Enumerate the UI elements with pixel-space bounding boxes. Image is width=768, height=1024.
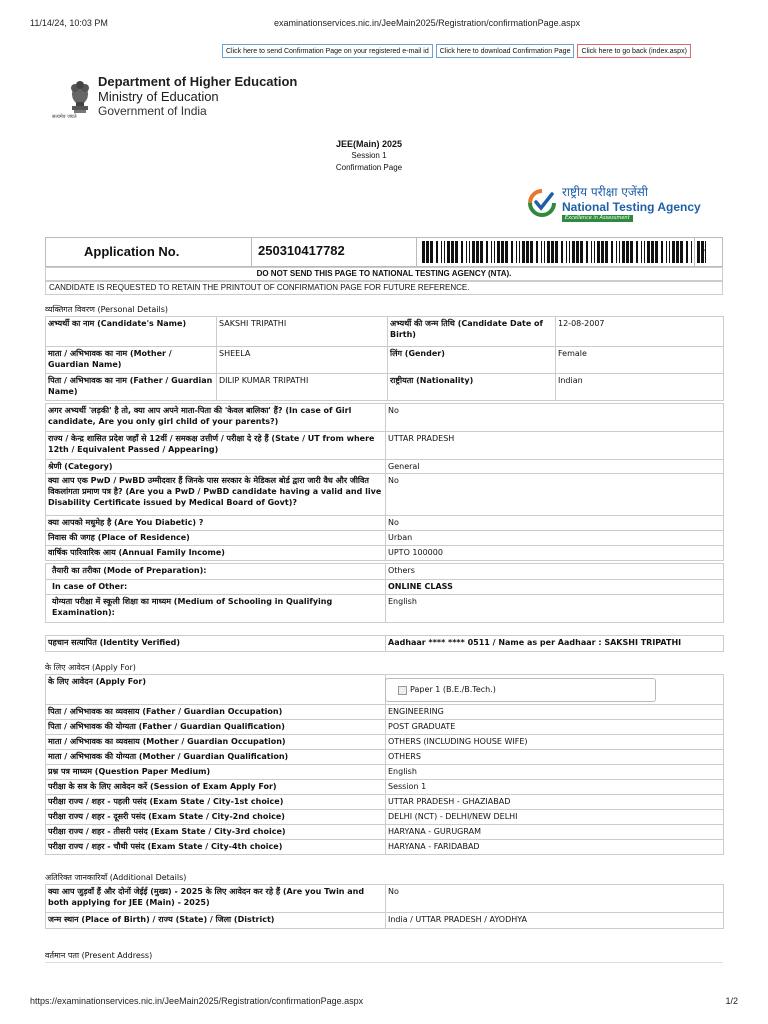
nta-logo-block [528,183,728,223]
barcode-bar [576,241,579,263]
barcode-bar [597,241,600,263]
apply-details-table [45,704,724,855]
barcode-bar [644,241,645,263]
apply-detail-label: परीक्षा राज्य / शहर - दूसरी पसंद (Exam State / City-2nd choice) [46,810,386,825]
table-row [46,795,724,810]
barcode-bar [636,241,638,263]
residence-value: Urban [386,531,724,546]
dob-label: अभ्यर्थी की जन्म तिथि (Candidate Date of Birth) [388,317,556,347]
ministry-name: Ministry of Education [98,89,219,104]
other-mode-value: ONLINE CLASS [386,580,724,595]
barcode-bar [580,241,583,263]
barcode-bar [447,241,450,263]
apply-detail-value: HARYANA - FARIDABAD [386,840,724,855]
diabetic-value: No [386,516,724,531]
barcode-bar [455,241,458,263]
print-header [30,18,738,30]
table-row [46,885,724,913]
dob-value: 12-08-2007 [556,317,724,347]
table-row [46,840,724,855]
barcode-bar [472,241,475,263]
apply-detail-label: परीक्षा राज्य / शहर - चौथी पसंद (Exam State / City-4th choice) [46,840,386,855]
print-footer [30,996,738,1008]
state-12th-label: राज्य / केन्द्र शासित प्रदेश जहाँ से 12वीं / समकक्ष उत्तीर्ण / परीक्षा दे रहे हैं (State / UT from where 12th / Equivalent Passed / Appearing) [46,432,386,460]
barcode-bar [672,241,675,263]
pwd-value: No [386,474,724,516]
exam-title-block [284,138,454,174]
table-row [46,580,724,595]
nta-check-logo-icon [528,189,556,217]
barcode-bar [566,241,567,263]
barcode-bar [422,241,425,263]
preparation-table [45,563,724,623]
barcode-bar [480,241,483,263]
gender-label: लिंग (Gender) [388,347,556,374]
notice-retain-printout: CANDIDATE IS REQUESTED TO RETAIN THE PRINTOUT OF CONFIRMATION PAGE FOR FUTURE REFERENCE. [45,281,723,295]
table-row [46,705,724,720]
identity-verified-value: Aadhaar **** **** 0511 / Name as per Aadhaar : SAKSHI TRIPATHI [386,636,724,652]
application-number: 250310417782 [258,243,345,258]
barcode-bar [519,241,520,263]
barcode-bar [541,241,542,263]
apply-for-heading: के लिए आवेदन (Apply For) [45,663,136,672]
table-row [46,432,724,460]
barcode-bar [655,241,658,263]
download-button[interactable]: Click here to download Confirmation Page [436,44,575,58]
barcode-bar [547,241,550,263]
table-row [46,460,724,474]
family-income-label: वार्षिक पारिवारिक आय (Annual Family Income) [46,546,386,561]
notice-do-not-send: DO NOT SEND THIS PAGE TO NATIONAL TESTING AGENCY (NTA). [45,267,723,281]
birth-place-label: जन्म स्थान (Place of Birth) / राज्य (State) / जिला (District) [46,913,386,929]
exam-session: Session 1 [351,151,387,160]
barcode-bar [647,241,650,263]
paper-label: Paper 1 (B.E./B.Tech.) [410,685,496,694]
barcode-bar [630,241,633,263]
table-row [46,564,724,580]
barcode-bar [622,241,625,263]
table-row [46,825,724,840]
mode-preparation-label: तैयारी का तरीका (Mode of Preparation): [46,564,386,580]
barcode-bar [691,241,692,263]
table-row [46,474,724,516]
barcode-bar [522,241,525,263]
page-title: Confirmation Page [335,163,403,172]
barcode-bar [505,241,508,263]
emblem-caption: सत्यमेव जयते [52,114,77,120]
other-mode-label: In case of Other: [46,580,386,595]
nta-tagline: Excellence in Assessment [562,215,633,222]
diabetic-label: क्या आपको मधुमेह है (Are You Diabetic) ? [46,516,386,531]
barcode-bar [526,241,529,263]
apply-detail-label: माता / अभिभावक का व्यवसाय (Mother / Guardian Occupation) [46,735,386,750]
barcode-bar [686,241,688,263]
barcode-bar [561,241,563,263]
mode-preparation-value: Others [386,564,724,580]
barcode-bar [641,241,642,263]
additional-details-heading: अतिरिक्त जानकारियाँ (Additional Details) [45,873,187,882]
table-row [46,531,724,546]
table-row [46,317,724,347]
nationality-label: राष्ट्रीयता (Nationality) [388,374,556,401]
barcode-bar [619,241,620,263]
barcode-bar [555,241,558,263]
barcode-bar [697,241,700,263]
barcode-bar [497,241,500,263]
barcode-bar [451,241,454,263]
pwd-label: क्या आप एक PwD / PwBD उम्मीदवार हैं जिनके पास सरकार के मेडिकल बोर्ड द्वारा जारी वैध और जीवित विकलांगता प्रमाण पत्र है? (Are you a PwD / PwBD candidate having a valid and live Disability Certificate issued by Medical Board of Govt)? [46,474,386,516]
personal-details-heading: व्यक्तिगत विवरण (Personal Details) [45,305,168,314]
nationality-value: Indian [556,374,724,401]
table-row [46,810,724,825]
present-address-heading: वर्तमान पता (Present Address) [45,951,153,960]
twin-value: No [386,885,724,913]
only-girl-child-value: No [386,404,724,432]
barcode-bar [430,241,433,263]
apply-detail-label: पिता / अभिभावक की योग्यता (Father / Guardian Qualification) [46,720,386,735]
apply-detail-label: परीक्षा राज्य / शहर - तीसरी पसंद (Exam State / City-3rd choice) [46,825,386,840]
table-row [46,780,724,795]
barcode-icon [422,241,706,263]
table-row [46,913,724,929]
divider [694,238,695,266]
birth-place-value: India / UTTAR PRADESH / AYODHYA [386,913,724,929]
nta-hindi-name: राष्ट्रीय परीक्षा एजेंसी [562,185,649,199]
apply-detail-label: पिता / अभिभावक का व्यवसाय (Father / Guardian Occupation) [46,705,386,720]
apply-detail-value: ENGINEERING [386,705,724,720]
category-label: श्रेणी (Category) [46,460,386,474]
barcode-bar [544,241,545,263]
print-footer-url: https://examinationservices.nic.in/JeeMain2025/Registration/confirmationPage.aspx [30,996,364,1006]
mother-name-label: माता / अभिभावक का नाम (Mother / Guardian Name) [46,347,217,374]
apply-detail-value: OTHERS [386,750,724,765]
application-number-row [45,237,723,267]
apply-detail-value: UTTAR PRADESH - GHAZIABAD [386,795,724,810]
barcode-bar [444,241,445,263]
apply-detail-value: HARYANA - GURUGRAM [386,825,724,840]
barcode-bar [511,241,513,263]
divider [416,238,417,266]
barcode-bar [469,241,470,263]
barcode-bar [494,241,495,263]
candidate-name-value: SAKSHI TRIPATHI [217,317,388,347]
print-page-url: examinationservices.nic.in/JeeMain2025/Registration/confirmationPage.aspx [274,18,581,28]
barcode-bar [572,241,575,263]
barcode-bar [591,241,592,263]
print-page-number: 1/2 [725,996,738,1006]
apply-for-label: के लिए आवेदन (Apply For) [46,675,386,705]
barcode-bar [486,241,488,263]
candidate-name-label: अभ्यर्थी का नाम (Candidate's Name) [46,317,217,347]
identity-table [45,635,724,652]
barcode-bar [651,241,654,263]
barcode-bar [476,241,479,263]
barcode-bar [491,241,492,263]
nta-english-name: National Testing Agency [562,200,701,214]
barcode-bar [436,241,438,263]
table-row [46,750,724,765]
table-row [46,347,724,374]
barcode-bar [680,241,683,263]
paper-checkbox[interactable] [398,686,407,695]
government-name: Government of India [98,104,207,118]
barcode-bar [501,241,504,263]
father-name-label: पिता / अभिभावक का नाम (Father / Guardian Name) [46,374,217,401]
barcode-bar [676,241,679,263]
category-value: General [386,460,724,474]
table-row [46,720,724,735]
gender-value: Female [556,347,724,374]
table-row [46,735,724,750]
table-row [46,546,724,561]
barcode-bar [611,241,613,263]
barcode-bar [586,241,588,263]
barcode-bar [594,241,595,263]
exam-name: JEE(Main) 2025 [335,139,403,149]
barcode-bar [461,241,463,263]
only-girl-child-label: अगर अभ्यर्थी 'लड़की' है तो, क्या आप अपने माता-पिता की 'केवल बालिका' हैं? (In case of Girl candidate, Are you only girl child of your parents?) [46,404,386,432]
apply-detail-label: प्रश्न पत्र माध्यम (Question Paper Medium) [46,765,386,780]
table-row [46,404,724,432]
barcode-bar [536,241,538,263]
barcode-bar [661,241,663,263]
barcode-bar [569,241,570,263]
medium-schooling-value: English [386,595,724,623]
barcode-bar [441,241,442,263]
apply-detail-value: POST GRADUATE [386,720,724,735]
barcode-bar [616,241,617,263]
barcode-bar [551,241,554,263]
barcode-bar [666,241,667,263]
identity-verified-label: पहचान सत्यापित (Identity Verified) [46,636,386,652]
address-divider [45,962,723,963]
family-income-value: UPTO 100000 [386,546,724,561]
go-back-button[interactable]: Click here to go back (index.aspx) [577,44,690,58]
apply-detail-value: OTHERS (INCLUDING HOUSE WIFE) [386,735,724,750]
table-row [46,374,724,401]
department-name: Department of Higher Education [98,74,298,89]
barcode-bar [601,241,604,263]
father-name-value: DILIP KUMAR TRIPATHI [217,374,388,401]
barcode-bar [605,241,608,263]
apply-detail-value: English [386,765,724,780]
apply-detail-value: DELHI (NCT) - DELHI/NEW DELHI [386,810,724,825]
print-datetime: 11/14/24, 10:03 PM [30,18,108,28]
application-trailing: - [702,245,706,256]
table-row [46,516,724,531]
barcode-bar [669,241,670,263]
apply-detail-value: Session 1 [386,780,724,795]
personal-extra-table [45,403,724,561]
medium-schooling-label: योग्यता परीक्षा में स्कूली शिक्षा का माध्यम (Medium of Schooling in Qualifying Examination): [46,595,386,623]
table-row [46,595,724,623]
barcode-bar [530,241,533,263]
table-row [46,636,724,652]
twin-label: क्या आप जुड़वाँ हैं और दोनों जेईई (मुख्य) - 2025 के लिए आवेदन कर रहे हैं (Are you Twin and both applying for JEE (Main) - 2025) [46,885,386,913]
barcode-bar [466,241,467,263]
application-number-label: Application No. [84,244,180,259]
table-row [46,765,724,780]
apply-detail-label: माता / अभिभावक की योग्यता (Mother / Guardian Qualification) [46,750,386,765]
send-email-button[interactable]: Click here to send Confirmation Page on your registered e-mail id [222,44,433,58]
barcode-bar [516,241,517,263]
divider [251,238,252,266]
barcode-bar [626,241,629,263]
state-12th-value: UTTAR PRADESH [386,432,724,460]
residence-label: निवास की जगह (Place of Residence) [46,531,386,546]
mother-name-value: SHEELA [217,347,388,374]
apply-detail-label: परीक्षा के सत्र के लिए आवेदन करें (Session of Exam Apply For) [46,780,386,795]
apply-detail-label: परीक्षा राज्य / शहर - पहली पसंद (Exam State / City-1st choice) [46,795,386,810]
paper-box [385,678,656,702]
additional-details-table [45,884,724,929]
top-buttons [222,44,691,58]
personal-details-table [45,316,724,401]
barcode-bar [426,241,429,263]
